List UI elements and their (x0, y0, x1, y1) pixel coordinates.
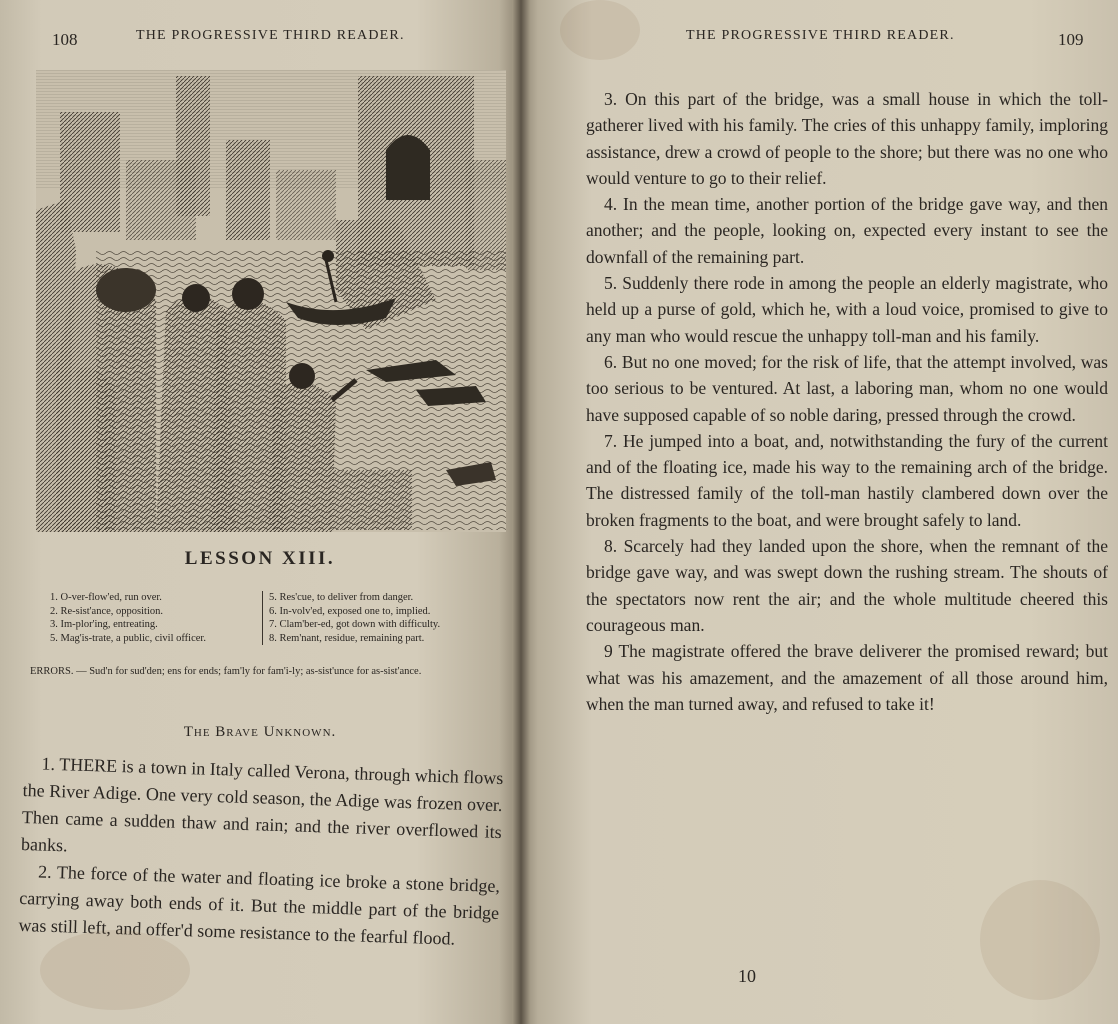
vocab-entry: 5. Mag'is-trate, a public, civil officer. (50, 632, 206, 644)
vocab-entry: 1. O-ver-flow'ed, run over. (50, 592, 162, 603)
right-body-text (586, 86, 1108, 717)
paragraph: 9 The magistrate offered the brave deliverer the promised reward; but what was his amazement, and the amazement of all those around him, when the man turned away, and refused to take it! (586, 641, 1108, 714)
lesson-title: LESSON XIII. (184, 548, 336, 569)
paragraph: 8. Scarcely had they landed upon the shore, when the remnant of the bridge gave way, and was swept down the rushing stream. The shouts of the spectators now rent the air; and the whole multitude cheered this courageous man. (586, 536, 1108, 635)
paragraph: 4. In the mean time, another portion of the bridge gave way, and then another; and the people, looking on, expected every instant to see the downfall of the remaining part. (586, 194, 1108, 267)
paragraph: 2. The force of the water and floating ice broke a stone bridge, carrying away both ends of it. But the middle part of the bridge was still left, and offer'd some resistance to the fearful flood. (18, 861, 501, 949)
book-gutter (512, 0, 530, 1024)
signature-mark: 10 (738, 966, 756, 986)
story-title: The Brave Unknown. (183, 724, 337, 740)
left-running-head: THE PROGRESSIVE THIRD READER. (136, 28, 405, 43)
vocabulary-column-2 (262, 591, 519, 645)
right-page-number: 109 (1058, 30, 1084, 49)
left-body-text (18, 750, 504, 954)
paragraph: 7. He jumped into a boat, and, notwithstanding the fury of the current and of the floating ice, made his way to the remaining arch of the bridge. The distressed family of the toll-man hastily clambered down over the broken fragments to the boat, and were brought safely to land. (586, 430, 1108, 530)
paper-stain (980, 880, 1100, 1000)
vocab-entry: 3. Im-plor'ing, entreating. (50, 619, 158, 630)
engraving-illustration (36, 70, 506, 532)
paragraph: 5. Suddenly there rode in among the people an elderly magistrate, who held up a purse of gold, which he, with a loud voice, promised to give to any man who would rescue the unhappy toll-man and his family. (586, 273, 1108, 346)
vocab-entry: 2. Re-sist'ance, opposition. (50, 605, 164, 617)
right-running-head: THE PROGRESSIVE THIRD READER. (686, 28, 955, 43)
vocab-entry: 7. Clam'ber-ed, got down with difficulty. (269, 619, 441, 630)
left-page (0, 0, 520, 1024)
paragraph: 6. But no one moved; for the risk of life, that the attempt involved, was too serious to be ventured. At last, a laboring man, whom no one would have supposed capable of so noble daring, pressed through the crowd. (586, 351, 1108, 425)
errors-note: ERRORS. — Sud'n for sud'den; ens for ends; fam'ly for fam'i-ly; as-sist'unce for as-sist'ance. (30, 666, 422, 677)
paper-stain (40, 930, 190, 1010)
vocab-entry: 8. Rem'nant, residue, remaining part. (269, 632, 425, 644)
vocabulary-column-1 (50, 591, 250, 645)
paper-stain (560, 0, 640, 60)
paragraph: 3. On this part of the bridge, was a small house in which the toll-gatherer lived with his family. The cries of this unhappy family, imploring assistance, drew a crowd of people to the shore; but there was no one who would venture to go to their relief. (586, 89, 1108, 188)
vocab-entry: 6. In-volv'ed, exposed one to, implied. (269, 605, 431, 617)
left-page-number: 108 (52, 30, 78, 49)
vocab-entry: 5. Res'cue, to deliver from danger. (269, 592, 414, 603)
paragraph: 1. THERE is a town in Italy called Verona, through which flows the River Adige. One very cold season, the Adige was frozen over. Then came a sudden thaw and rain; and the river overflowed its banks. (20, 753, 504, 856)
